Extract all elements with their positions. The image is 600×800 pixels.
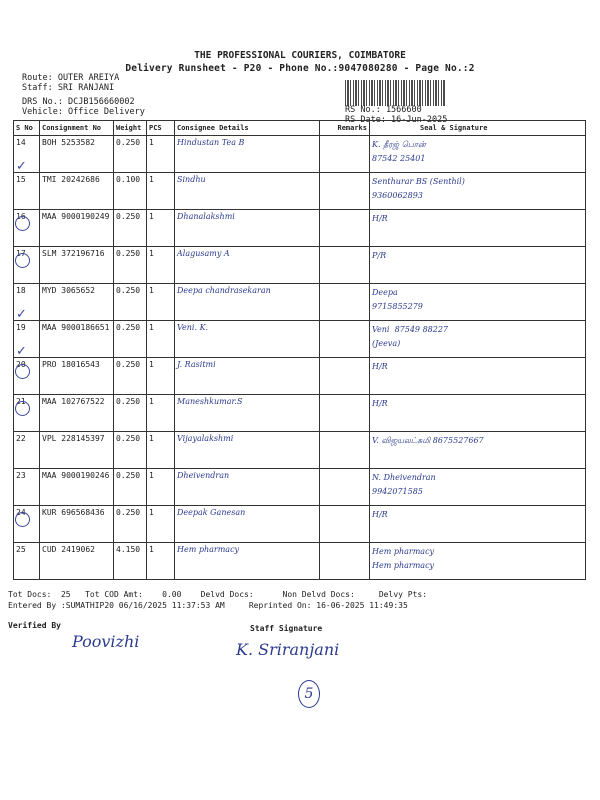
table-row (14, 395, 586, 432)
circle-mark (15, 512, 30, 527)
sno-text: 21 (16, 397, 26, 406)
check-mark-icon: ✓ (16, 307, 27, 321)
consignee-text: Sindhu (177, 175, 206, 184)
consignee-text: Dhanalakshmi (177, 212, 235, 221)
pcs-text: 1 (149, 471, 154, 480)
weight-cell (114, 136, 147, 173)
weight-cell (114, 506, 147, 543)
weight-cell (114, 469, 147, 506)
consignee-cell (175, 358, 320, 395)
signature-cell (370, 432, 586, 469)
sno-cell (14, 284, 40, 321)
table-row (14, 469, 586, 506)
weight-text: 0.250 (116, 434, 141, 443)
remarks-cell (320, 358, 370, 395)
consignee-text: Alagusamy A (177, 249, 230, 258)
signature-text: Deepa 9715855279 (372, 288, 423, 311)
weight-text: 0.250 (116, 360, 141, 369)
pcs-text: 1 (149, 545, 154, 554)
consignment-cell (40, 543, 114, 580)
consignee-text: Dheivendran (177, 471, 230, 480)
weight-text: 0.250 (116, 249, 141, 258)
signature-cell (370, 284, 586, 321)
consignee-cell (175, 432, 320, 469)
consignment-text: MYD 3065652 (42, 286, 95, 295)
sno-text: 19 (16, 323, 26, 332)
route-info (22, 73, 145, 117)
pcs-cell (147, 136, 175, 173)
weight-text: 0.250 (116, 471, 141, 480)
runsheet-table (13, 120, 586, 580)
sno-text: 23 (16, 471, 26, 480)
table-row (14, 136, 586, 173)
consignment-cell (40, 210, 114, 247)
sno-cell (14, 136, 40, 173)
consignment-text: KUR 696568436 (42, 508, 105, 517)
sno-cell (14, 210, 40, 247)
table-row (14, 321, 586, 358)
signature-text: H/R (372, 362, 388, 371)
signature-cell (370, 543, 586, 580)
consignment-text: MAA 9000186651 (42, 323, 110, 332)
signature-cell (370, 173, 586, 210)
consignment-text: TMI 20242686 (42, 175, 100, 184)
consignee-cell (175, 395, 320, 432)
weight-cell (114, 543, 147, 580)
circle-mark (15, 364, 30, 379)
sno-text: 17 (16, 249, 26, 258)
verified-signature: Poovizhi (72, 632, 140, 651)
consignee-cell (175, 506, 320, 543)
pcs-text: 1 (149, 434, 154, 443)
col-consignment: Consignment No (40, 121, 114, 136)
weight-text: 4.150 (116, 545, 141, 554)
pcs-text: 1 (149, 397, 154, 406)
consignment-text: SLM 372196716 (42, 249, 105, 258)
weight-text: 0.100 (116, 175, 141, 184)
remarks-cell (320, 136, 370, 173)
table-header (14, 121, 586, 136)
weight-cell (114, 432, 147, 469)
table-row (14, 210, 586, 247)
check-mark-icon: ✓ (16, 344, 27, 358)
consignment-text: VPL 228145397 (42, 434, 105, 443)
consignee-cell (175, 173, 320, 210)
signature-text: Hem pharmacy Hem pharmacy (372, 547, 435, 570)
signature-text: Veni 87549 88227 (Jeeva) (372, 325, 449, 348)
consignment-cell (40, 321, 114, 358)
consignee-text: Veni. K. (177, 323, 209, 332)
check-mark-icon: ✓ (16, 159, 27, 173)
consignment-cell (40, 173, 114, 210)
pcs-cell (147, 173, 175, 210)
consignee-text: Deepa chandrasekaran (177, 286, 271, 295)
sno-text: 24 (16, 508, 26, 517)
signature-text: N. Dheivendran 9942071585 (372, 473, 436, 496)
signature-cell (370, 395, 586, 432)
pcs-text: 1 (149, 323, 154, 332)
table-row (14, 506, 586, 543)
consignment-cell (40, 136, 114, 173)
weight-text: 0.250 (116, 138, 141, 147)
weight-cell (114, 284, 147, 321)
table-row (14, 432, 586, 469)
col-consignee: Consignee Details (175, 121, 320, 136)
weight-cell (114, 358, 147, 395)
consignee-text: J. Rasitmi (177, 360, 216, 369)
consignee-cell (175, 284, 320, 321)
consignment-text: PRO 18016543 (42, 360, 100, 369)
consignee-cell (175, 247, 320, 284)
signature-cell (370, 358, 586, 395)
table-row (14, 284, 586, 321)
sno-text: 15 (16, 175, 26, 184)
consignee-text: Maneshkumar.S (177, 397, 243, 406)
signature-text: H/R (372, 214, 388, 223)
consignee-text: Hindustan Tea B (177, 138, 245, 147)
weight-cell (114, 247, 147, 284)
pcs-text: 1 (149, 175, 154, 184)
pcs-text: 1 (149, 212, 154, 221)
consignment-text: MAA 9000190246 (42, 471, 110, 480)
signature-text: P/R (372, 251, 387, 260)
staff-signature: K. Sriranjani (236, 640, 340, 659)
consignment-text: MAA 9000190249 (42, 212, 110, 221)
signature-cell (370, 210, 586, 247)
consignee-cell (175, 543, 320, 580)
table-row (14, 543, 586, 580)
pcs-text: 1 (149, 360, 154, 369)
pcs-text: 1 (149, 286, 154, 295)
signature-cell (370, 469, 586, 506)
consignment-cell (40, 395, 114, 432)
table-row (14, 358, 586, 395)
consignment-text: MAA 102767522 (42, 397, 105, 406)
weight-text: 0.250 (116, 286, 141, 295)
circle-mark (15, 401, 30, 416)
remarks-cell (320, 321, 370, 358)
sno-cell (14, 395, 40, 432)
circle-mark (15, 253, 30, 268)
remarks-cell (320, 247, 370, 284)
pcs-cell (147, 395, 175, 432)
sno-cell (14, 247, 40, 284)
col-weight: Weight (114, 121, 147, 136)
signature-text: K. தீரஜ் பொன் 87542 25401 (372, 140, 426, 163)
signature-text: V. விஜயலட்சுமி 8675527667 (372, 436, 484, 445)
rs-date: RS Date: 16-Jun-2025 (345, 115, 448, 125)
pcs-cell (147, 321, 175, 358)
pcs-cell (147, 432, 175, 469)
sno-text: 16 (16, 212, 26, 221)
weight-text: 0.250 (116, 323, 141, 332)
sno-cell (14, 358, 40, 395)
consignment-cell (40, 247, 114, 284)
remarks-cell (320, 506, 370, 543)
sno-cell (14, 506, 40, 543)
consignee-text: Hem pharmacy (177, 545, 240, 554)
table-row (14, 173, 586, 210)
pcs-text: 1 (149, 138, 154, 147)
staff-label: Staff: SRI RANJANI (22, 83, 115, 93)
consignment-text: CUD 2419062 (42, 545, 95, 554)
signature-cell (370, 136, 586, 173)
col-seal: Seal & Signature (370, 121, 586, 136)
pcs-text: 1 (149, 508, 154, 517)
remarks-cell (320, 543, 370, 580)
pcs-cell (147, 469, 175, 506)
consignment-cell (40, 469, 114, 506)
sno-cell (14, 469, 40, 506)
company-title: THE PROFESSIONAL COURIERS, COIMBATORE (194, 50, 406, 61)
sno-cell (14, 432, 40, 469)
weight-text: 0.250 (116, 397, 141, 406)
consignee-cell (175, 136, 320, 173)
runsheet-subtitle: Delivery Runsheet - P20 - Phone No.:9047080280 - Page No.:2 (125, 63, 475, 74)
pcs-cell (147, 358, 175, 395)
consignee-cell (175, 321, 320, 358)
signature-cell (370, 247, 586, 284)
consignment-cell (40, 432, 114, 469)
sno-text: 18 (16, 286, 26, 295)
consignment-cell (40, 358, 114, 395)
remarks-cell (320, 173, 370, 210)
drs-label: DRS No.: DCJB156660002 (22, 97, 135, 107)
signature-text: Senthurar BS (Senthil) 9360062893 (372, 177, 465, 200)
col-sno: S No (14, 121, 40, 136)
pcs-cell (147, 284, 175, 321)
signature-text: H/R (372, 399, 388, 408)
remarks-cell (320, 210, 370, 247)
pcs-cell (147, 210, 175, 247)
weight-cell (114, 321, 147, 358)
weight-cell (114, 173, 147, 210)
consignment-text: BOH 5253582 (42, 138, 95, 147)
signature-text: H/R (372, 510, 388, 519)
sno-text: 25 (16, 545, 26, 554)
remarks-cell (320, 432, 370, 469)
sno-text: 20 (16, 360, 26, 369)
pcs-cell (147, 543, 175, 580)
remarks-cell (320, 469, 370, 506)
signature-cell (370, 321, 586, 358)
consignee-text: Deepak Ganesan (177, 508, 246, 517)
rs-number: RS No.: 1566600 (345, 105, 422, 115)
consignment-cell (40, 506, 114, 543)
verified-by-label: Verified By (8, 621, 61, 630)
sno-text: 14 (16, 138, 26, 147)
circle-mark (15, 216, 30, 231)
weight-text: 0.250 (116, 508, 141, 517)
weight-cell (114, 210, 147, 247)
staff-signature-label: Staff Signature (250, 624, 323, 633)
weight-cell (114, 395, 147, 432)
sno-text: 22 (16, 434, 26, 443)
sno-cell (14, 543, 40, 580)
col-remarks: Remarks (320, 121, 370, 136)
pcs-text: 1 (149, 249, 154, 258)
pcs-cell (147, 506, 175, 543)
barcode (345, 80, 445, 106)
consignment-cell (40, 284, 114, 321)
consignee-cell (175, 210, 320, 247)
remarks-cell (320, 395, 370, 432)
sno-cell (14, 173, 40, 210)
table-row (14, 247, 586, 284)
route-label: Route: OUTER AREIYA (22, 73, 120, 83)
remarks-cell (320, 284, 370, 321)
vehicle-label: Vehicle: Office Delivery (22, 107, 145, 117)
consignee-cell (175, 469, 320, 506)
sno-cell (14, 321, 40, 358)
consignee-text: Vijayalakshmi (177, 434, 234, 443)
signature-cell (370, 506, 586, 543)
col-pcs: PCS (147, 121, 175, 136)
page-mark: 5 (298, 680, 320, 708)
totals-line: Tot Docs: 25 Tot COD Amt: 0.00 Delvd Docs: Non Delvd Docs: Delvy Pts: (8, 590, 428, 599)
weight-text: 0.250 (116, 212, 141, 221)
entered-line: Entered By :SUMATHIP20 06/16/2025 11:37:53 AM Reprinted On: 16-06-2025 11:49:35 (8, 601, 408, 610)
pcs-cell (147, 247, 175, 284)
